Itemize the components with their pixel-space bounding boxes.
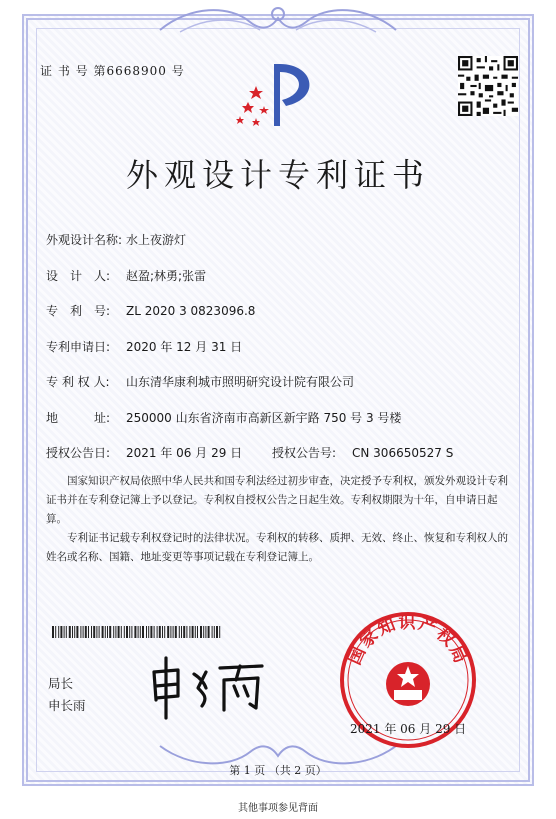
field-value: 赵盈;林勇;张雷 <box>126 269 207 283</box>
signature-title: 局长 <box>48 676 74 691</box>
footer-note: 其他事项参见背面 <box>238 803 318 814</box>
certificate-title: 外观设计专利证书 <box>125 156 430 194</box>
field-address <box>46 410 401 426</box>
certificate-body <box>46 472 514 567</box>
field-value: 2020 年 12 月 31 日 <box>126 340 243 354</box>
svg-text:国家知识产权局 <box>345 613 471 668</box>
seal-date: 2021 年 06 月 29 日 <box>350 722 467 736</box>
signature-name: 申长雨 <box>48 698 86 713</box>
grant-date-label: 授权公告日: <box>46 446 111 460</box>
top-ornament <box>150 0 406 40</box>
body-paragraph: 专利证书记载专利权登记时的法律状况。专利权的转移、质押、无效、终止、恢复和专利权人的姓名或名称、国籍、地址变更等事项记载在专利登记簿上。 <box>46 532 508 563</box>
field-patent-number <box>46 303 255 319</box>
field-label: 专 利 权 人: <box>46 375 110 389</box>
qr-code-icon <box>458 56 518 116</box>
field-value: 水上夜游灯 <box>126 233 187 247</box>
handwritten-signature <box>144 652 274 722</box>
cnipa-logo-icon <box>226 56 330 136</box>
grant-info <box>46 445 453 461</box>
field-value: 250000 山东省济南市高新区新宇路 750 号 3 号楼 <box>126 411 402 425</box>
field-label: 专 利 号: <box>46 304 111 318</box>
field-design-name <box>46 232 186 248</box>
field-patentee <box>46 374 354 390</box>
seal-text: 国家知识产权局 <box>344 613 472 668</box>
field-value: 山东清华康利城市照明研究设计院有限公司 <box>126 375 355 389</box>
body-paragraph: 国家知识产权局依照中华人民共和国专利法经过初步审查，决定授予专利权，颁发外观设计专利证书并在专利登记簿上予以登记。专利权自授权公告之日起生效。专利权期限为十年，自申请日起算。 <box>46 475 508 525</box>
field-designers <box>46 268 206 284</box>
certificate-number: 证 书 号 第6668900 号 <box>40 64 185 78</box>
grant-date-value: 2021 年 06 月 29 日 <box>126 446 243 460</box>
field-label: 外观设计名称: <box>46 233 123 247</box>
field-application-date <box>46 339 242 355</box>
field-label: 设 计 人: <box>46 269 111 283</box>
grant-number-label: 授权公告号: <box>272 446 337 460</box>
field-label: 专利申请日: <box>46 340 111 354</box>
field-value: ZL 2020 3 0823096.8 <box>126 304 256 318</box>
field-label: 地 址: <box>46 411 111 425</box>
grant-number-value: CN 306650527 S <box>352 446 454 460</box>
barcode-icon <box>52 626 224 638</box>
page-indicator: 第 1 页 （共 2 页） <box>229 764 327 777</box>
